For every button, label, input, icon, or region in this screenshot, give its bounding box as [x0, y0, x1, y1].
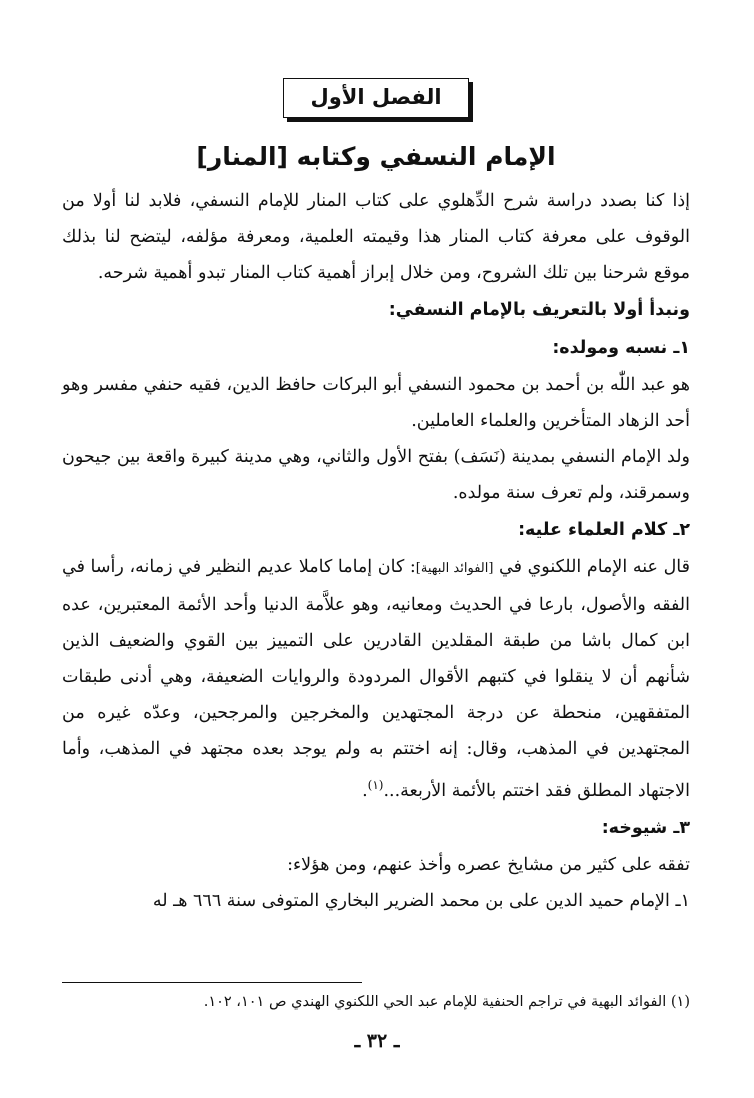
teacher-list-item-1: ١ـ الإمام حميد الدين على بن محمد الضرير البخاري المتوفى سنة ٦٦٦ هـ له: [152, 890, 690, 911]
intro-paragraph: إذا كنا بصدد دراسة شرح الدِّهلوي على كتاب المنار للإمام النسفي، فلابد لنا أولا من الوقوف على معرفة كتاب المنار هذا وقيمته العلمية، ومعرفة مؤلفه، ليتضح لنا بذلك موقع شرحنا بين تلك الشروح، ومن خلال إبراز أهمية كتاب المنار تبدو أهمية شرحه.: [62, 191, 690, 283]
section-2-paragraph: [62, 549, 690, 809]
section-1-paragraph-1: هو عبد اللّٰه بن أحمد بن محمود النسفي أبو البركات حافظ الدين، فقيه حنفي مفسر وهو أحد الزهاد المتأخرين والعلماء العاملين.: [62, 375, 690, 431]
chapter-title: الإمام النسفي وكتابه [المنار]: [196, 142, 556, 171]
section-3-heading: ٣ـ شيوخه:: [601, 817, 690, 838]
footnote: (١) الفوائد البهية في تراجم الحنفية للإمام عبد الحي اللكنوي الهندي ص ١٠١، ١٠٢.: [203, 994, 690, 1010]
page-number: ـ ٣٢ ـ: [354, 1030, 400, 1052]
chapter-label: الفصل الأول: [283, 78, 468, 118]
footnote-marker: (١): [367, 778, 384, 792]
section-1-heading: ١ـ نسبه ومولده:: [552, 338, 690, 358]
chapter-label-wrap: [62, 78, 690, 128]
footnote-separator: [62, 982, 362, 983]
section-intro-heading: ونبدأ أولا بالتعريف بالإمام النسفي:: [388, 300, 690, 320]
quote-end: .: [362, 780, 368, 801]
quote-lead: قال عنه الإمام اللكنوي في: [499, 557, 690, 577]
section-3-paragraph: تفقه على كثير من مشايخ عصره وأخذ عنهم، ومن هؤلاء:: [287, 854, 690, 875]
source-reference: [الفوائد البهية]: [415, 561, 494, 576]
quote-text: : كان إماما كاملا عديم النظير في زمانه، رأسا في الفقه والأصول، بارعا في الحديث ومعانيه، وهو علاَّمة الدنيا وأحد الأئمة المعتبرين، عده ابن كمال باشا من طبقة المقلدين القادرين على التمييز بين القوي والضعيف الذين شأنهم أن لا ينقلوا في كتبهم الأقوال المردودة والروايات الضعيفة، وهي أدنى طبقات المتفقهين، منحطة عن درجة المجتهدين والمخرجين والمرجحين، وعدّه غيره من المجتهدين في المذهب، وقال: إنه اختتم به ولم يوجد بعده مجتهد في المذهب، وأما الاجتهاد المطلق فقد اختتم بالأئمة الأربعة...: [62, 557, 690, 801]
section-2-heading: ٢ـ كلام العلماء عليه:: [518, 520, 690, 540]
section-1-paragraph-2: ولد الإمام النسفي بمدينة (نَسَف) بفتح الأول والثاني، وهي مدينة كبيرة واقعة بين جيحون وسمرقند، ولم تعرف سنة مولده.: [62, 447, 690, 503]
